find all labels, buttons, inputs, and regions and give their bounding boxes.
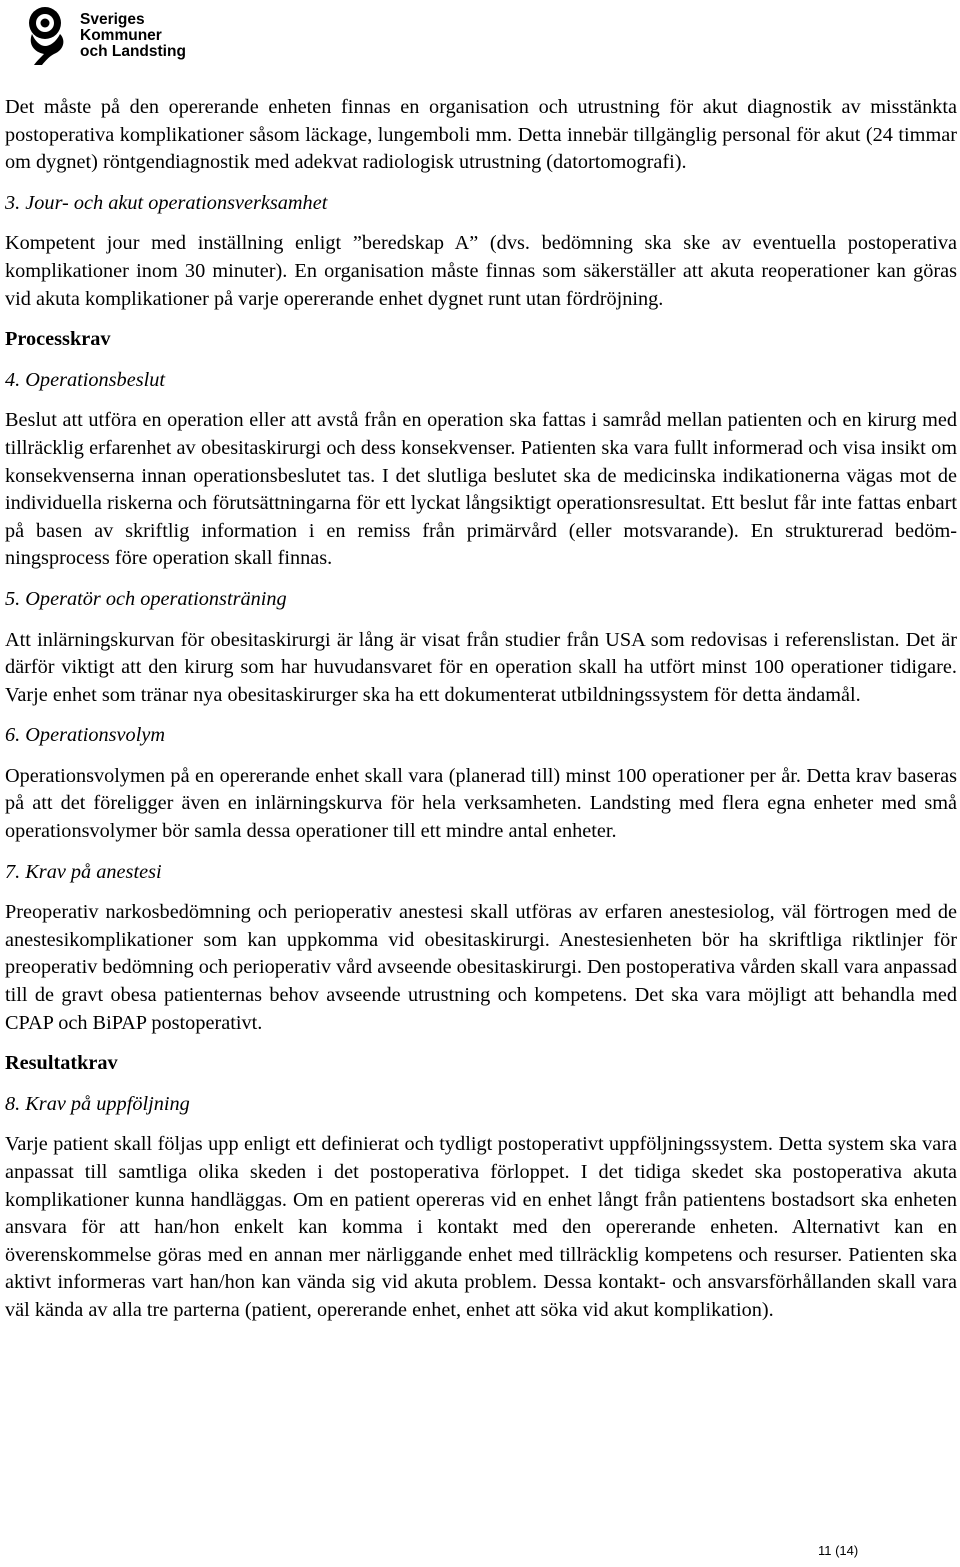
section-5-heading: 5. Operatör och operationsträning (5, 587, 287, 610)
section-8-paragraph: Varje patient skall följas upp enligt ett definierat och tydligt postoperativt uppföljningssystem. Detta system ska vara anpassat till samtliga olika skeden i det postoperativa förloppet. I det tidiga skedet ska postoperativa akuta komplikationer kunna handläggas. Om en patient opereras vid en enhet långt från patientens bostadsort ska enheten ansvara för att han/hon enkelt kan komma i kontakt med den opererande enheten. Alternativt kan en överenskommelse göras med en annan mer närliggande enhet med tillräcklig kompetens och resurser. Patienten ska aktivt informeras vart han/hon kan vända sig vid akuta problem. Dessa kontakt- och ansvarsförhållanden skall vara väl kända av alla tre parterna (patient, opererande enhet, enhet att söka vid akut komplikation). (5, 1133, 957, 1321)
section-8-heading: 8. Krav på uppföljning (5, 1092, 190, 1115)
section-5-paragraph: Att inlärningskurvan för obesitaskirurgi är lång är visat från studier från USA som redovisas i referenslistan. Det är därför viktigt att den kirurg som har huvudansvaret för en operation skall ha utfört minst 100 operationer tidigare. Varje enhet som tränar nya obesitaskirurger ska ha ett dokumenterat utbildningssystem för detta ändamål. (5, 628, 957, 706)
document-body (5, 94, 957, 1338)
section-7-paragraph: Preoperativ narkosbedömning och perioperativ anestesi skall utföras av erfaren anestesiolog, väl förtrogen med de anestesikomplikationer som kan uppkomma vid obesitaskirurgi. Anestesienheten bör ha skriftliga riktlinjer för preoperativ bedömning och perioperativ vård avseende obesitaskirurgi. Den postoperativa vården skall vara anpassad till de gravt obesa patienternas behov avseende utrustning och kompetens. Det ska vara möjligt att behandla med CPAP och BiPAP postoperativt. (5, 901, 957, 1034)
logo-wordmark (80, 12, 186, 60)
logo-emblem-icon (20, 4, 76, 66)
organization-logo (20, 4, 190, 66)
logo-text-line-1: Sveriges (80, 11, 145, 28)
logo-text-line-2: Kommuner (80, 27, 162, 44)
section-3-paragraph: Kompetent jour med inställning enligt ”beredskap A” (dvs. bedömning ska ske av eventuella postoperativa komplikationer inom 30 minuter). En organisation måste finnas som säkerställer att akuta reoperationer kan göras vid akuta komplikationer på varje opererande enhet dygnet runt utan fördröjning. (5, 232, 957, 310)
logo-text-line-3: och Landsting (80, 43, 186, 60)
processkrav-heading: Processkrav (5, 328, 111, 351)
section-4-heading: 4. Operationsbeslut (5, 368, 165, 391)
section-3-heading: 3. Jour- och akut operationsverksamhet (5, 191, 328, 214)
resultatkrav-heading: Resultatkrav (5, 1052, 118, 1075)
section-4-paragraph: Beslut att utföra en operation eller att avstå från en operation ska fattas i samråd mellan patienten och en kirurg med tillräcklig erfarenhet av obesitaskirurgi och dess konsekvenser. Patienten ska vara fullt informerad och visa insikt om konsekvenserna innan operationsbeslutet tas. I det slutliga beslutet ska de medicinska indikationerna vägas mot de individuella riskerna och förutsättningarna för ett lyckat långsiktigt operationsresultat. Ett beslut får inte fattas enbart på basen av skriftlig information i en remiss från primärvård (eller motsvarande). En strukturerad bedömningsprocess före operation skall finnas. (5, 409, 957, 570)
intro-paragraph: Det måste på den opererande enheten finnas en organisation och utrustning för akut diagnostik av misstänkta postoperativa komplikationer såsom läckage, lungemboli mm. Detta innebär tillgänglig personal för akut (24 timmar om dygnet) röntgendiagnostik med adekvat radiologisk utrustning (datortomografi). (5, 96, 957, 174)
section-6-heading: 6. Operationsvolym (5, 724, 165, 747)
section-6-paragraph: Operationsvolymen på en opererande enhet skall vara (planerad till) minst 100 operationer per år. Detta krav baseras på att det föreligger även en inlärningskurva för hela verksamheten. Landsting med flera egna enheter med små operationsvolymer bör samla dessa operationer till ett mindre antal enheter. (5, 764, 957, 843)
page-number: 11 (14) (818, 1543, 859, 1558)
section-7-heading: 7. Krav på anestesi (5, 860, 162, 883)
